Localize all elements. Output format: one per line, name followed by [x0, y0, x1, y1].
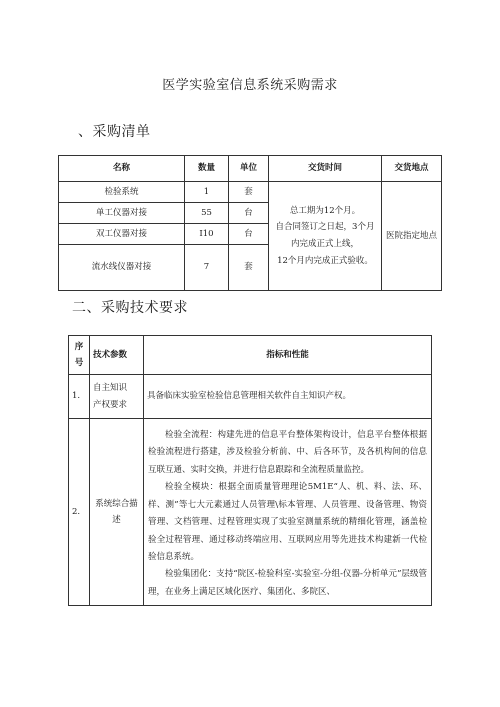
delivery-time-cell [269, 182, 382, 291]
delivery-place-cell: 医院指定地点 [382, 182, 442, 291]
delivery-time-line: 自合同签订之日起，3个月 [275, 222, 375, 233]
delivery-time-line: 内完成正式上线， [290, 239, 359, 249]
row-number: 2. [69, 419, 90, 606]
item-qty: I10 [185, 224, 229, 245]
paragraph: 检验全流程：构建先进的信息平台整体架构设计，信息平台整体根据检验流程进行搭建，涉及检验分析前、中、后各环节，及各机构间的信息互联互通、实时交换，并进行信息跟踪和全流程质量监控。 [148, 430, 427, 475]
table-row [69, 375, 432, 419]
item-unit: 套 [229, 182, 269, 203]
column-header-no [69, 336, 90, 375]
param-line: 自主知识 [93, 383, 128, 394]
section-heading-procurement-list: 、采购清单 [78, 124, 151, 140]
paragraph: 检验集团化：支持“院区-检验科室-实验室-分组-仪器-分析单元”层级管理，在业务上满足区域化医疗、集团化、多院区、 [148, 569, 427, 597]
document-title: 医学实验室信息系统采购需求 [162, 78, 338, 93]
item-unit: 台 [229, 224, 269, 245]
table-header-row [59, 156, 442, 182]
column-header-delivery-place: 交货地点 [382, 156, 442, 182]
perf-cell [144, 419, 432, 606]
perf-cell: 具备临床实验室检验信息管理相关软件自主知识产权。 [144, 375, 432, 419]
column-header-param: 技术参数 [90, 336, 144, 375]
column-header-perf: 指标和性能 [144, 336, 432, 375]
table-row [59, 182, 442, 203]
item-unit: 套 [229, 245, 269, 291]
column-header-no-line: 号 [74, 358, 84, 368]
column-header-delivery-time: 交货时间 [269, 156, 382, 182]
item-qty: 55 [185, 203, 229, 224]
table-header-row [69, 336, 432, 375]
delivery-time-line: 12个月内完成正式验收。 [277, 255, 373, 266]
param-line: 产权要求 [93, 399, 128, 410]
technical-requirements-table [68, 335, 432, 606]
param-line: 系统综合描 [95, 498, 138, 509]
table-row [69, 419, 432, 606]
column-header-no-line: 序 [74, 341, 84, 352]
item-name: 双工仪器对接 [59, 224, 185, 245]
item-qty: 1 [185, 182, 229, 203]
paragraph: 检验全模块：根据全面质量管理理论5M1E“人、机、料、法、环、样、测”等七大元素通过人员管理\标本管理、人员管理、设备管理、物资管理、文档管理、过程管理实现了实验室测量系统的精细化管理，涵盖检验全过程管理、通过移动终端应用、互联网应用等先进技术构建新一代检验信息系统。 [148, 482, 427, 562]
item-qty: 7 [185, 245, 229, 291]
item-name: 流水线仪器对接 [59, 245, 185, 291]
item-name: 单工仪器对接 [59, 203, 185, 224]
section-heading-technical-requirements: 二、采购技术要求 [72, 300, 188, 316]
column-header-qty: 数量 [185, 156, 229, 182]
row-number: 1. [69, 375, 90, 419]
procurement-list-table [58, 155, 442, 291]
param-cell [90, 419, 144, 606]
column-header-unit: 单位 [229, 156, 269, 182]
param-line: 述 [112, 515, 121, 526]
param-cell [90, 375, 144, 419]
column-header-name: 名称 [59, 156, 185, 182]
delivery-time-line: 总工期为12个月。 [289, 205, 361, 216]
item-name: 检验系统 [59, 182, 185, 203]
item-unit: 台 [229, 203, 269, 224]
